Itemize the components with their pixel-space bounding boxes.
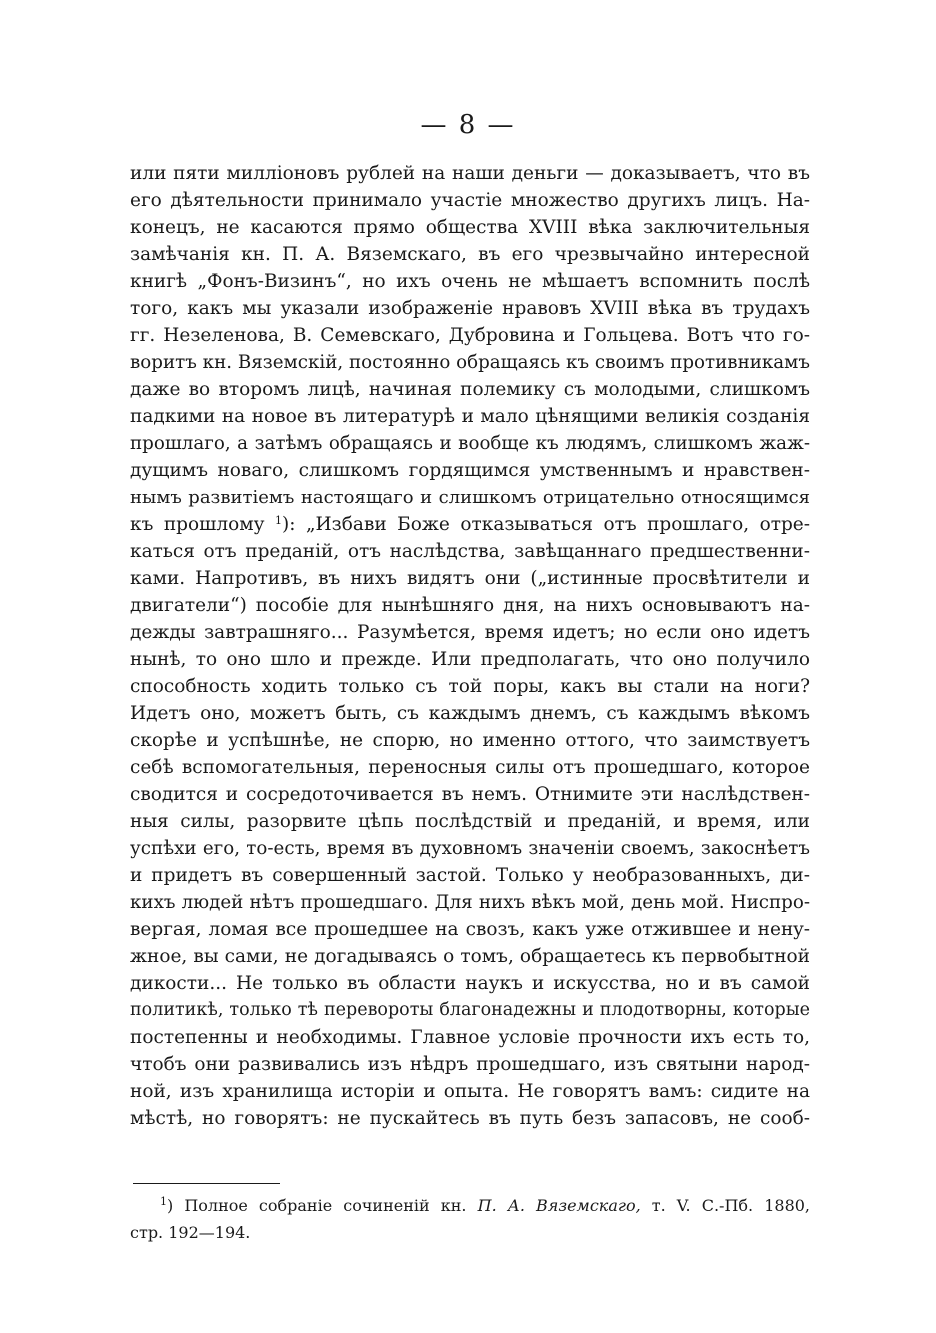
text-line: Идетъ оно, можетъ быть, съ каждымъ днемъ, съ каждымъ вѣкомъ bbox=[130, 703, 810, 724]
text-line: мѣстѣ, но говорятъ: не пускайтесь въ путь безъ запасовъ, не сооб- bbox=[130, 1108, 810, 1129]
footnote-marker: 1 bbox=[160, 1195, 167, 1208]
text-line: конецъ, не касаются прямо общества XVIII вѣка заключительныя bbox=[130, 217, 810, 238]
footnote-text: ) Полное собраніе сочиненій кн. bbox=[167, 1196, 467, 1215]
text-line: нымъ развитіемъ настоящаго и слишкомъ отрицательно относящимся bbox=[130, 487, 810, 508]
footnote-author: П. А. Вяземскаго, bbox=[477, 1196, 641, 1215]
text-line: сводится и сосредоточивается въ немъ. Отнимите эти наслѣдствен- bbox=[130, 784, 810, 805]
text-line: себѣ вспомогательныя, переносныя силы отъ прошедшаго, которое bbox=[130, 757, 810, 778]
footnotes bbox=[130, 1192, 810, 1246]
text-line: дежды завтрашняго... Разумѣется, время идетъ; но если оно идетъ bbox=[130, 622, 810, 643]
text-line: двигатели“) пособіе для нынѣшняго дня, на нихъ основываютъ на- bbox=[130, 595, 810, 616]
text-line: чтобъ они развивались изъ нѣдръ прошедшаго, изъ святыни народ- bbox=[130, 1054, 810, 1075]
text-line: падкими на новое въ литературѣ и мало цѣнящими великія созданія bbox=[130, 406, 810, 427]
text-line: воритъ кн. Вяземскій, постоянно обращаясь къ своимъ противникамъ bbox=[130, 352, 810, 373]
text-line: способность ходить только съ той поры, какъ вы стали на ноги? bbox=[130, 676, 810, 697]
text-line: жное, вы сами, не догадываясь о томъ, обращаетесь къ первобытной bbox=[130, 946, 810, 967]
text-line: нынѣ, то оно шло и прежде. Или предполагать, что оно получило bbox=[130, 649, 810, 670]
text-line: или пяти милліоновъ рублей на наши деньги — доказываетъ, что въ bbox=[130, 163, 810, 184]
text-line: его дѣятельности принимало участіе множество другихъ лицъ. На- bbox=[130, 190, 810, 211]
text-line: постепенны и необходимы. Главное условіе прочности ихъ есть то, bbox=[130, 1027, 810, 1048]
footnote-text: т. V. С.-Пб. 1880, bbox=[651, 1196, 811, 1215]
footnote-line: стр. 192—194. bbox=[130, 1223, 251, 1242]
text-line: ками. Напротивъ, въ нихъ видятъ они („истинные просвѣтители и bbox=[130, 568, 810, 589]
text-line: даже во второмъ лицѣ, начиная полемику съ молодыми, слишкомъ bbox=[130, 379, 810, 400]
text-line: ныя силы, разорвите цѣпь послѣдствій и преданій, и время, или bbox=[130, 811, 810, 832]
text-line: вергая, ломая все прошедшее на свозъ, какъ уже отжившее и ненy- bbox=[130, 919, 810, 940]
text-line: скорѣе и успѣшнѣе, не спорю, но именно оттого, что заимствуетъ bbox=[130, 730, 810, 751]
text-line: того, какъ мы указали изображеніе нравовъ XVIII вѣка въ трудахъ bbox=[130, 298, 810, 319]
text-line: ной, изъ хранилища исторіи и опыта. Не говорятъ вамъ: сидите на bbox=[130, 1081, 810, 1102]
footnote-line bbox=[130, 1192, 810, 1219]
text-line-with-footnote-ref bbox=[130, 511, 810, 538]
text-fragment: ): „Избави Боже отказываться отъ прошлаго, отре- bbox=[282, 514, 810, 535]
footnote-divider bbox=[133, 1183, 280, 1184]
text-line: и придетъ въ совершенный застой. Только у необразованныхъ, ди- bbox=[130, 865, 810, 886]
text-line: политикѣ, только тѣ перевороты благонадежны и плодотворны, которые bbox=[130, 1000, 810, 1020]
text-line: кихъ людей нѣтъ прошедшаго. Для нихъ вѣкъ мой, день мой. Ниспро- bbox=[130, 892, 810, 913]
body-text bbox=[130, 160, 810, 1132]
text-line: дикости... Не только въ области наукъ и искусства, но и въ самой bbox=[130, 973, 810, 994]
text-line: замѣчанія кн. П. А. Вяземскаго, въ его чрезвычайно интересной bbox=[130, 244, 810, 265]
text-fragment: къ прошлому bbox=[130, 514, 265, 535]
text-line: гг. Незеленова, В. Семевскаго, Дубровина и Гольцева. Вотъ что го- bbox=[130, 325, 810, 346]
text-line: дущимъ новаго, слишкомъ гордящимся умственнымъ и нравствен- bbox=[130, 460, 810, 481]
text-line: успѣхи его, то-есть, время въ духовномъ значеніи своемъ, закоснѣетъ bbox=[130, 838, 810, 859]
page-number: — 8 — bbox=[420, 110, 516, 140]
text-line: каться отъ преданій, отъ наслѣдства, завѣщаннаго предшественни- bbox=[130, 541, 810, 562]
text-line: книгѣ „Фонъ-Визинъ“, но ихъ очень не мѣшаетъ вспомнить послѣ bbox=[130, 271, 810, 292]
text-line: прошлаго, а затѣмъ обращаясь и вообще къ людямъ, слишкомъ жаж- bbox=[130, 433, 810, 454]
footnote-reference[interactable]: 1 bbox=[275, 514, 283, 527]
